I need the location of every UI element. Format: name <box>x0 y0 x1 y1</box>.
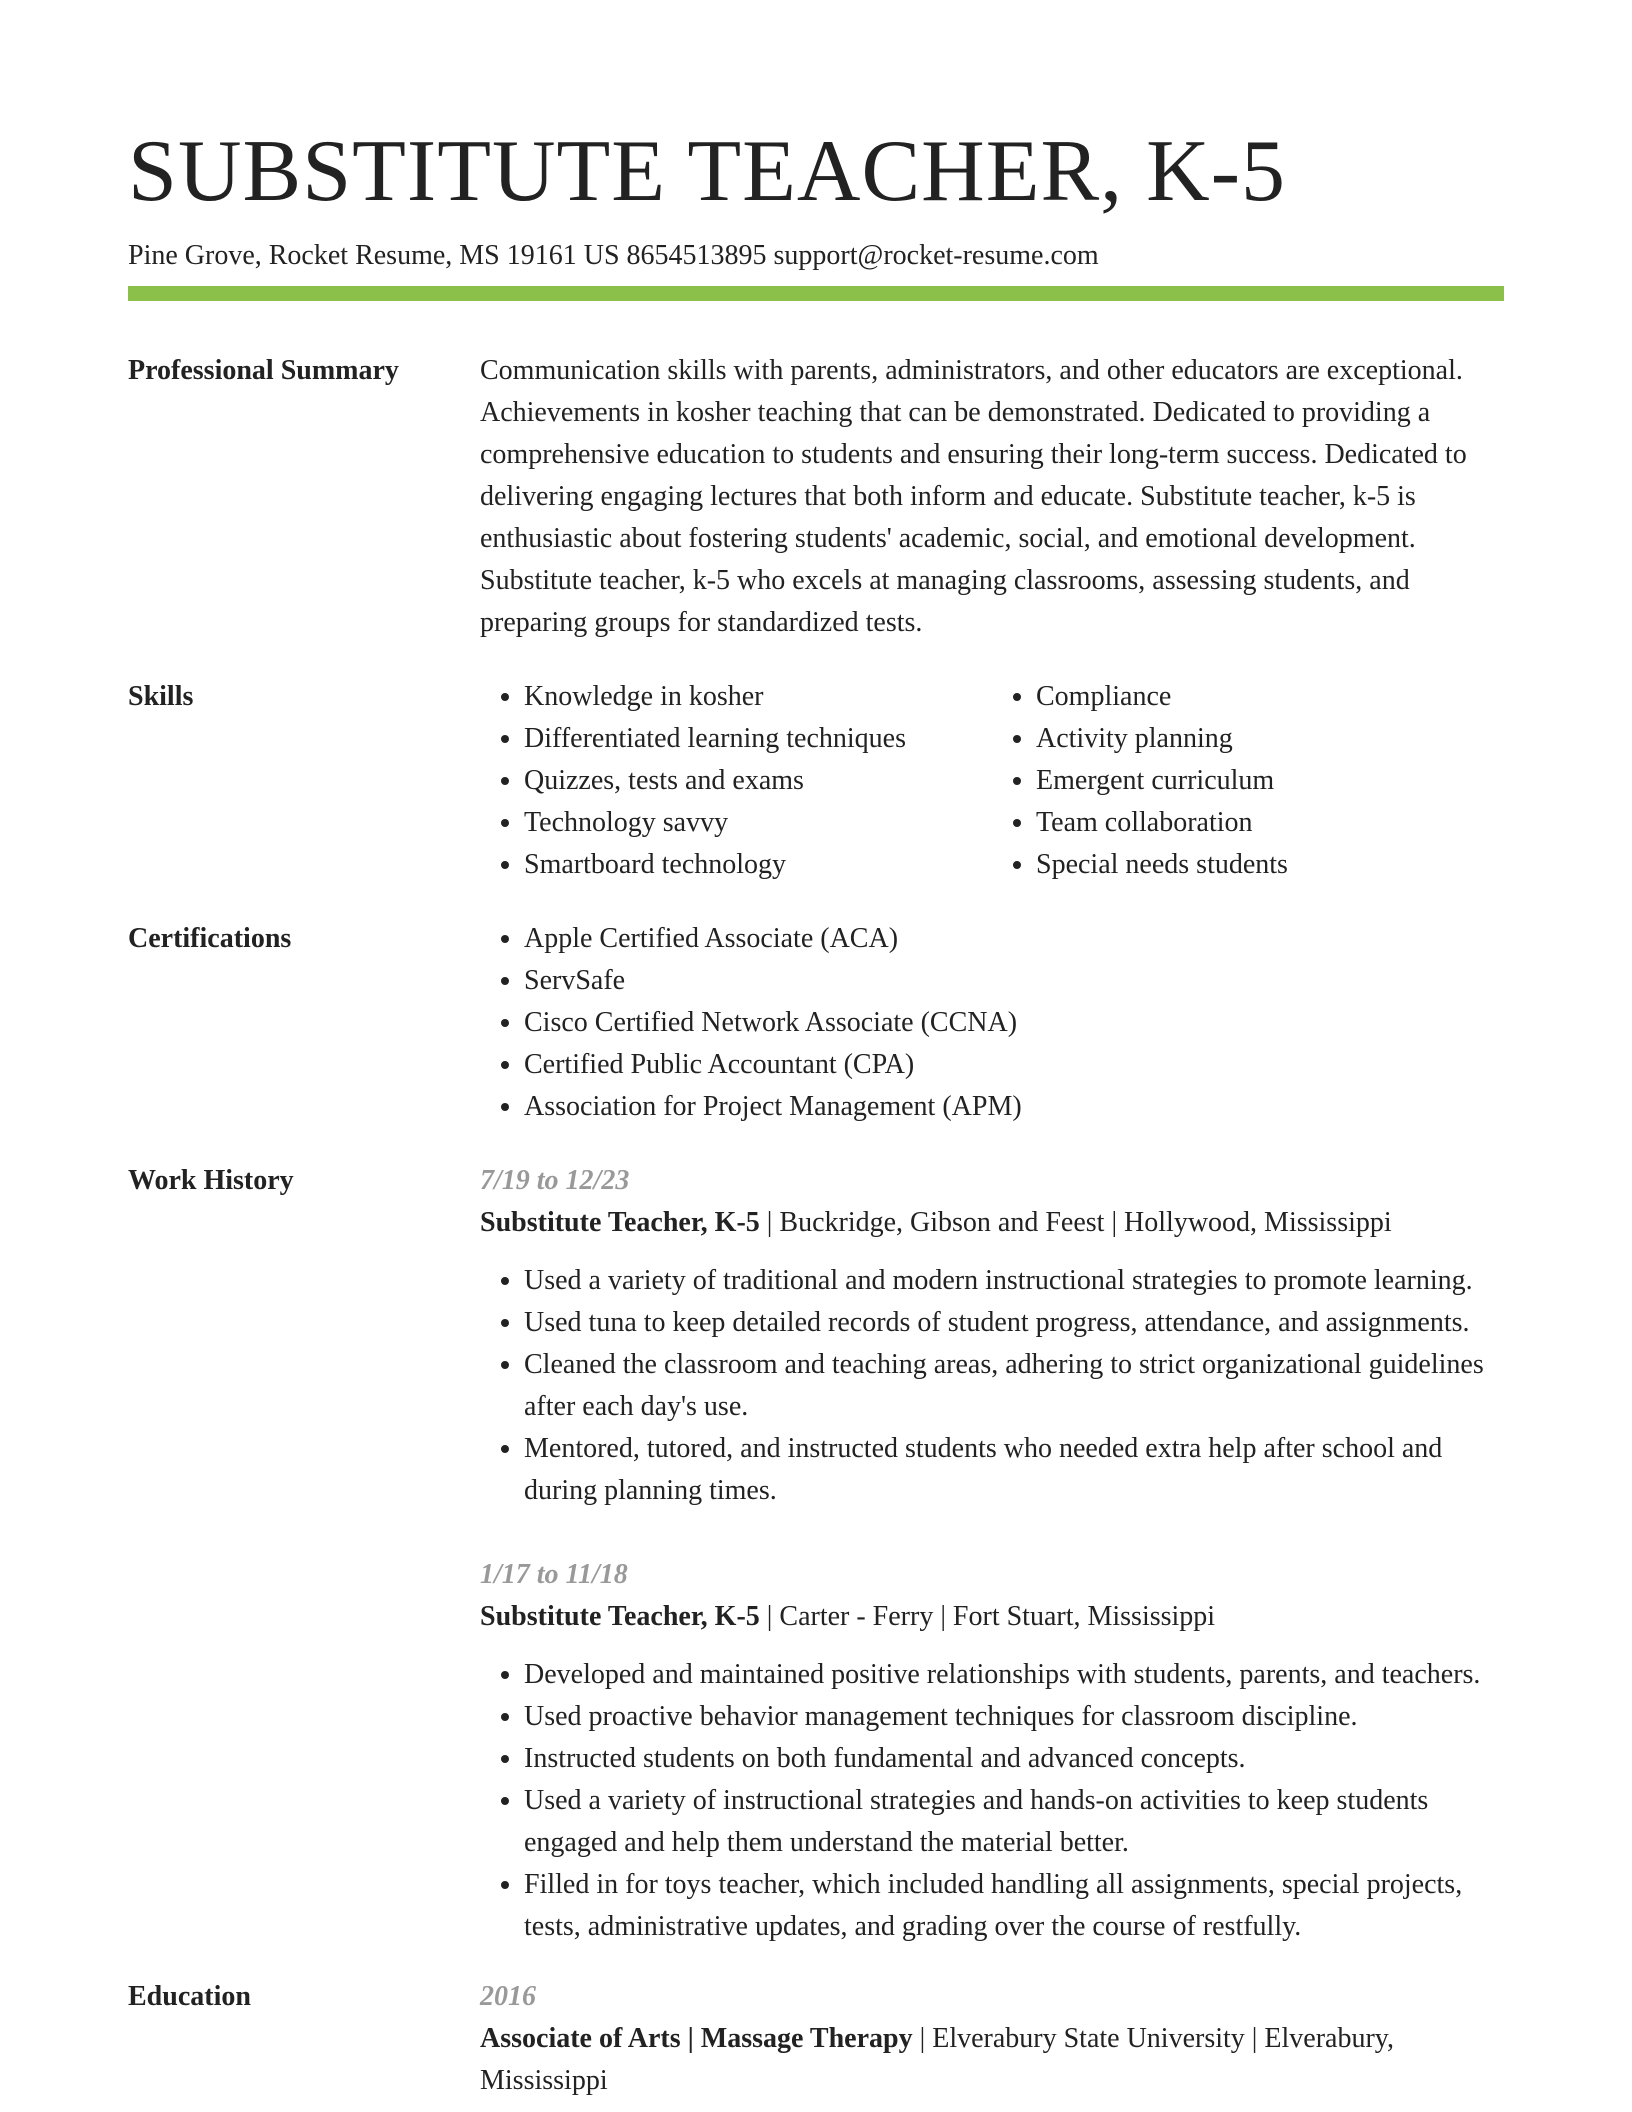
section-title: Professional Summary <box>128 355 399 386</box>
certification-item: • ServSafe <box>524 960 1504 1002</box>
job-bullet: • Instructed students on both fundamental and advanced concepts. <box>524 1738 1504 1780</box>
job-bullets <box>480 1654 1504 1948</box>
job-dates: 7/19 to 12/23 <box>480 1165 630 1196</box>
section-certifications <box>128 918 1504 1128</box>
certification-item: • Apple Certified Associate (ACA) <box>524 918 1504 960</box>
skill-item: • Knowledge in kosher <box>524 676 992 718</box>
skill-item: • Technology savvy <box>524 802 992 844</box>
skill-item: • Compliance <box>1036 676 1504 718</box>
job-bullet: • Filled in for toys teacher, which included handling all assignments, special projects, tests, administrative updates, and grading over the course of restfully. <box>524 1864 1504 1948</box>
skill-item: • Team collaboration <box>1036 802 1504 844</box>
job-entry <box>480 1160 1504 1512</box>
section-title: Certifications <box>128 923 292 954</box>
skills-list-left <box>480 676 992 886</box>
education-degree: Associate of Arts | Massage Therapy <box>480 2023 913 2054</box>
education-heading <box>480 2018 1504 2102</box>
certification-item: • Association for Project Management (APM) <box>524 1086 1504 1128</box>
job-bullet: • Developed and maintained positive relationships with students, parents, and teachers. <box>524 1654 1504 1696</box>
job-bullet: • Cleaned the classroom and teaching areas, adhering to strict organizational guidelines after each day's use. <box>524 1344 1504 1428</box>
section-professional-summary <box>128 350 1504 644</box>
certification-item: • Cisco Certified Network Associate (CCNA) <box>524 1002 1504 1044</box>
education-year: 2016 <box>480 1981 536 2012</box>
section-education <box>128 1976 1504 2112</box>
section-work-history <box>128 1160 1504 1948</box>
job-bullet: • Used a variety of traditional and modern instructional strategies to promote learning. <box>524 1260 1504 1302</box>
skill-item: • Quizzes, tests and exams <box>524 760 992 802</box>
job-entry <box>480 1554 1504 1948</box>
section-title: Education <box>128 1981 251 2012</box>
job-bullet: • Mentored, tutored, and instructed students who needed extra help after school and during planning times. <box>524 1428 1504 1512</box>
job-heading <box>480 1596 1504 1638</box>
job-employer: | Buckridge, Gibson and Feest | Hollywood, Mississippi <box>759 1207 1392 1238</box>
skill-item: • Emergent curriculum <box>1036 760 1504 802</box>
section-title: Work History <box>128 1165 294 1196</box>
job-bullet: • Used a variety of instructional strategies and hands-on activities to keep students engaged and help them understand the material better. <box>524 1780 1504 1864</box>
section-skills <box>128 676 1504 886</box>
contact-line: Pine Grove, Rocket Resume, MS 19161 US 8654513895 support@rocket-resume.com <box>128 240 1099 271</box>
skills-list-right <box>992 676 1504 886</box>
job-employer: | Carter - Ferry | Fort Stuart, Mississippi <box>759 1601 1216 1632</box>
skill-item: • Differentiated learning techniques <box>524 718 992 760</box>
job-heading <box>480 1202 1504 1244</box>
job-dates: 1/17 to 11/18 <box>480 1559 628 1590</box>
skill-item: • Special needs students <box>1036 844 1504 886</box>
header-divider <box>128 286 1504 301</box>
job-title: Substitute Teacher, K-5 <box>480 1207 760 1238</box>
candidate-name: SUBSTITUTE TEACHER, K-5 <box>128 123 1287 220</box>
job-title: Substitute Teacher, K-5 <box>480 1601 760 1632</box>
section-title: Skills <box>128 681 194 712</box>
summary-text: Communication skills with parents, administrators, and other educators are exceptional. Achievements in kosher teaching that can be demonstrated. Dedicated to providing a comprehensive education to students and ensuring their long-term success. Dedicated to delivering engaging lectures that both inform and educate. Substitute teacher, k-5 is enthusiastic about fostering students' academic, social, and emotional development. Substitute teacher, k-5 who excels at managing classrooms, assessing students, and preparing groups for standardized tests. <box>480 355 1467 638</box>
skill-item: • Smartboard technology <box>524 844 992 886</box>
skill-item: • Activity planning <box>1036 718 1504 760</box>
education-school: | Elverabury State University | Elverabury, Mississippi <box>480 2023 1394 2096</box>
job-bullet: • Used tuna to keep detailed records of student progress, attendance, and assignments. <box>524 1302 1504 1344</box>
job-bullets <box>480 1260 1504 1512</box>
resume-header <box>128 118 1504 274</box>
resume-content <box>128 350 1504 2112</box>
job-bullet: • Used proactive behavior management techniques for classroom discipline. <box>524 1696 1504 1738</box>
certifications-list <box>480 918 1504 1128</box>
certification-item: • Certified Public Accountant (CPA) <box>524 1044 1504 1086</box>
